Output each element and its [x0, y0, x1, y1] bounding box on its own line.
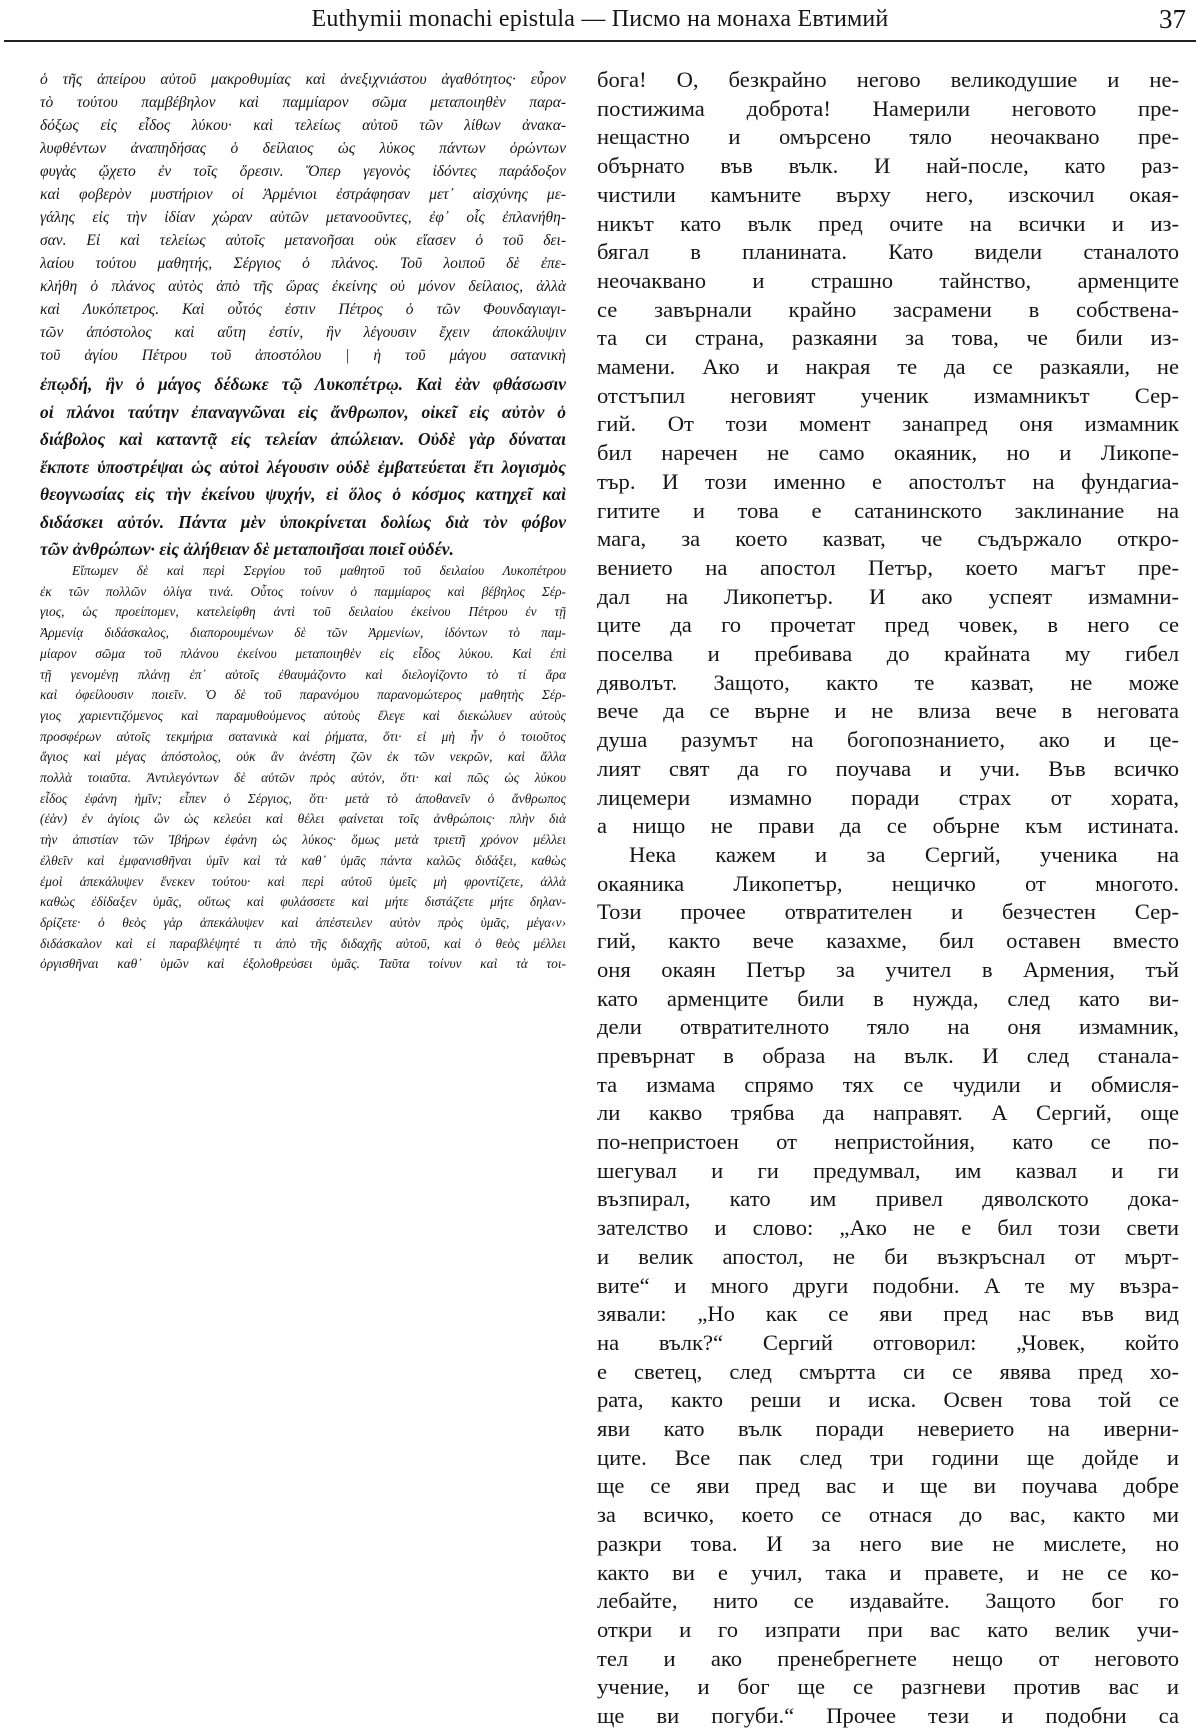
bulgarian-text-line: зявали: „Но как се яви пред нас във вид — [597, 1301, 1179, 1327]
bulgarian-text-line: душа разумът на богопознанието, ако и це- — [597, 727, 1179, 753]
greek-text-line: ὁ τῆς ἀπείρου αὐτοῦ μακροθυμίας καὶ ἀνεξιχνιάστου ἀγαθότητος· εὗρον — [40, 71, 566, 88]
bulgarian-text-line: ли какво трябва да направят. А Сергий, още — [597, 1100, 1179, 1126]
bulgarian-text-line: обърнато във вълк. И най-после, като раз- — [597, 153, 1179, 179]
bulgarian-text-line: та си страна, разкаяни за това, че били из- — [597, 325, 1179, 351]
bulgarian-text-line: като арменците били в нужда, след като ви- — [597, 985, 1179, 1011]
running-title: Euthymii monachi epistula — Писмо на монаха Евтимий — [311, 6, 889, 32]
page-number: 37 — [1159, 4, 1186, 34]
greek-text-line: καὶ Λυκόπετρος. Καὶ οὗτός ἐστιν Πέτρος ὁ τῶν Φουνδαγιαγι- — [40, 301, 566, 318]
bulgarian-text-line: дал на Ликопетър. И ако успеят измамни- — [597, 583, 1179, 609]
greek-text-line: φυγὰς ᾤχετο ἐν τοῖς ὄρεσιν. Ὅπερ γεγονὸς ἰδόντες παράδοξον — [40, 163, 566, 180]
greek-text-line: διάβολος καὶ καταντᾷ εἰς τελείαν ἀπώλειαν. Οὐδὲ γὰρ δύναται — [40, 429, 566, 449]
bulgarian-text-line: ще се яви пред вас и ще ви поучава добре — [597, 1473, 1179, 1499]
bulgarian-text-line: мага, за което казват, че съдържало откро- — [597, 526, 1179, 552]
greek-text-line: θεογνωσίας εἰς τὴν ἐκείνου ψυχήν, εἰ ὅλος ὁ κόσμος κατηχεῖ καὶ — [40, 484, 566, 504]
greek-text-line: δρίζετε· ὁ θεὸς γὰρ ἀπεκάλυψεν καὶ ἀπέστειλεν αὐτὸν πρὸς ὑμᾶς, μέγα‹ν› — [40, 914, 566, 930]
bulgarian-text-line: вението на апостол Петър, което магът пре- — [597, 554, 1179, 580]
bulgarian-text-line: тел и ако пренебрегнете нещо от неговото — [597, 1645, 1179, 1671]
greek-text-line: τῇ γενομένῃ πλάνῃ ἐπ᾽ αὐτοῖς ἐθαυμάζοντο καὶ διελογίζοντο τὸ τί ἄρα — [40, 666, 566, 682]
bulgarian-text-line: никът като вълк пред очите на всички и из- — [597, 210, 1179, 236]
greek-text-line: γιος χαριεντιζόμενος καὶ παραμυθούμενος αὐτοὺς ἔλεγε καὶ διεκώλυεν αὐτοὺς — [40, 707, 566, 723]
bulgarian-text-line: бягал в планината. Като видели станалото — [597, 239, 1179, 265]
bulgarian-text-line: рата, както реши и иска. Освен това той се — [597, 1387, 1179, 1413]
bulgarian-text-line: тър. И този именно е апостолът на фундагиа- — [597, 468, 1179, 494]
bulgarian-text-line: се завърнали крайно засрамени в собствена- — [597, 296, 1179, 322]
bulgarian-text-line: както ви е учил, така и правете, и не се ко- — [597, 1559, 1179, 1585]
bulgarian-text-line: поселва и пребивава до крайната му гибел — [597, 641, 1179, 667]
bulgarian-text-line: вите“ и много други подобни. А те му възра- — [597, 1272, 1179, 1298]
bulgarian-text-line: за всичко, което се отнася до вас, както ми — [597, 1502, 1179, 1528]
greek-text-line: τὸ τούτου παμβέβηλον καὶ παμμίαρον σῶμα μεταποιηθὲν παρα- — [40, 94, 566, 111]
bulgarian-text-line: ците. Все пак след три години ще дойде и — [597, 1444, 1179, 1470]
greek-text-line: λυφθέντων ἀναπηδήσας ὁ δείλαιος ὡς λύκος πάντων ὁρώντων — [40, 140, 566, 157]
bulgarian-text-line: гитите и това е сатанинското заклинание на — [597, 497, 1179, 523]
greek-text-line: ἐπῳδή, ἣν ὁ μάγος δέδωκε τῷ Λυκοπέτρῳ. Καὶ ἐὰν φθάσωσιν — [40, 374, 566, 394]
bulgarian-text-line: Нека кажем и за Сергий, ученика на — [629, 841, 1179, 867]
bulgarian-text-line: превърнат в образа на вълк. И след станала- — [597, 1042, 1179, 1068]
greek-text-line: ἅγιος καὶ μέγας ἀπόστολος, οὐκ ἂν ἀνέστη ζῶν ἐκ τῶν νεκρῶν, καὶ ἄλλα — [40, 749, 566, 765]
bulgarian-text-line: шегувал и ги предумвал, им казвал и ги — [597, 1157, 1179, 1183]
greek-text-line: ἐκ τῶν πολλῶν ὀλίγα τινά. Οὗτος τοίνυν ὁ παμμίαρος καὶ βέβηλος Σέρ- — [40, 583, 566, 599]
bulgarian-text-line: дяволът. Защото, както те казват, не може — [597, 669, 1179, 695]
bulgarian-text-line: бил наречен не само окаяник, но и Ликопе- — [597, 440, 1179, 466]
greek-text-line: καθὼς ἐδίδαξεν ὑμᾶς, οὕτως καὶ φυλάσσετε καὶ μήτε διστάζετε μήτε δηλαν- — [40, 894, 566, 910]
bulgarian-text-line: отстъпил неговият ученик измамникът Сер- — [597, 382, 1179, 408]
greek-text-line: σαν. Εἰ καὶ τελείως αὐτοῖς μετανοῆσαι οὐκ εἴασεν ὁ τοῦ δει- — [40, 232, 566, 249]
header-rule — [4, 40, 1196, 42]
bulgarian-text-line: гий, както вече казахме, бил оставен вместо — [597, 928, 1179, 954]
greek-text-block-main — [40, 68, 566, 367]
bulgarian-text-line: окаяника Ликопетър, нещичко от многото. — [597, 870, 1179, 896]
greek-text-line: καὶ ὀφείλουσιν ποιεῖν. Ὁ δὲ τοῦ παρανόμου παρανομώτερος μαθητὴς Σέρ- — [40, 687, 566, 703]
greek-text-line: Ἀρμενίᾳ διδάσκαλος, διαπορουμένων δὲ τῶν Ἀρμενίων, ἰδόντων τὸ παμ- — [40, 625, 566, 641]
bulgarian-text-line: нещастно и омърсено тяло неочаквано пре- — [597, 124, 1179, 150]
bulgarian-text-line: по-непристоен от непристойния, като се по- — [597, 1129, 1179, 1155]
greek-text-line: δόξως εἰς εἶδος λύκου· καὶ τελείως αὐτοῦ τῶν λίθων ἀνακα- — [40, 117, 566, 134]
bulgarian-text-line: ще ви погуби.“ Прочее тези и подобни са — [597, 1703, 1179, 1729]
bulgarian-text-line: лицемери измамно поради страх от хората, — [597, 784, 1179, 810]
greek-text-line: διδάσκει αὐτόν. Πάντα μὲν ὑποκρίνεται δολίως διὰ τὸν φόβον — [40, 511, 566, 532]
bulgarian-text-line: а нищо не прави да се обърне към истината. — [597, 813, 1179, 839]
bulgarian-text-line: на вълк?“ Сергий отговорил: „Човек, който — [597, 1329, 1179, 1355]
bulgarian-text-line: постижима доброта! Намерили неговото пре- — [597, 95, 1179, 121]
running-header — [0, 2, 1200, 38]
bulgarian-text-line: чистили камъните върху него, изскочил окая- — [597, 181, 1179, 207]
greek-text-line: πολλὰ τοιαῦτα. Ἀντιλεγόντων δὲ αὐτῶν πρὸς αὐτόν, ὅτι· καὶ πῶς ὡς λύκου — [40, 770, 566, 786]
greek-text-line: οἱ πλάνοι ταύτην ἐπαναγνῶναι εἰς ἄνθρωπον, οἰκεῖ εἰς αὐτὸν ὁ — [40, 401, 566, 422]
greek-text-line: Εἴπωμεν δὲ καὶ περὶ Σεργίου τοῦ μαθητοῦ τοῦ δειλαίου Λυκοπέτρου — [72, 563, 566, 578]
bulgarian-text-line: та измама спрямо тях се чудили и обмисля- — [597, 1071, 1179, 1097]
bulgarian-text-line: е светец, след смъртта си се явява пред хо- — [597, 1358, 1179, 1384]
bulgarian-text-line: зателство и слово: „Ако не е бил този свети — [597, 1215, 1179, 1241]
greek-text-line: εἶδος ἐφάνη ἡμῖν; εἶπεν ὁ Σέργιος, ὅτι· μετὰ τὸ ἀποθανεῖν ὁ ἄνθρωπος — [40, 790, 566, 806]
bulgarian-translation-column — [597, 66, 1179, 1731]
greek-text-line: ἐλθεῖν καὶ ἐμφανισθῆναι ὑμῖν καὶ τὰ καθ᾽ ὑμᾶς πάντα καλῶς διδάξει, καθὼς — [40, 852, 566, 868]
bulgarian-text-line: възпирал, като им привел дяволското дока- — [597, 1186, 1179, 1212]
greek-text-line: μίαρον σῶμα τοῦ πλάνου ἐκείνου μεταποιηθὲν εἰς εἶδος λύκου. Καὶ ἐπὶ — [40, 645, 566, 661]
greek-text-line: καὶ φοβερὸν μυστήριον οἱ Ἀρμένιοι ἐστράφησαν μετ᾽ αἰσχύνης με- — [40, 186, 566, 203]
greek-text-line: (ἐὰν) ἐν ἁγίοις ὢν ὡς κελεύει καὶ θέλει φαίνεται τοῖς ἀνθρώποις· πλὴν διὰ — [40, 811, 566, 827]
greek-text-block-small — [40, 561, 566, 975]
greek-text-line: τὴν ἀπιστίαν τῶν Ἰβήρων ἐφάνη ὡς λύκος· ὅμως μετὰ τριετῆ χρόνον μέλλει — [40, 832, 566, 848]
greek-text-line: προσφέρων αὐτοῖς τεκμήρια σατανικὰ καὶ ῥήματα, ὅτι· εἰ μὴ ἦν ὁ τοιοῦτος — [40, 728, 566, 744]
bulgarian-text-line: дели отвратителното тяло на оня измамник, — [597, 1014, 1179, 1040]
bulgarian-text-line: ците да го прочетат пред човек, в него се — [597, 612, 1179, 638]
bulgarian-text-line: Този прочее отвратителен и безчестен Сер- — [597, 899, 1179, 925]
greek-text-line: ἐμοὶ ἀπεκάλυψεν ἕνεκεν τούτου· καὶ περὶ αὐτοῦ ὑμεῖς μὴ φροντίζετε, ἀλλὰ — [40, 873, 566, 889]
bulgarian-text-line: и велик апостол, не би възкръснал от мърт- — [597, 1243, 1179, 1269]
bulgarian-text-line: оня окаян Петър за учител в Армения, тъй — [597, 956, 1179, 982]
greek-text-line: τοῦ ἁγίου Πέτρου τοῦ ἀποστόλου | ἡ τοῦ μάγου σατανικὴ — [40, 347, 566, 364]
bulgarian-text-line: разкри това. И за него вие не мислете, но — [597, 1530, 1179, 1556]
greek-text-line: ὀργισθῆναι καθ᾽ ὑμῶν καὶ ἐξολοθρεύσει ὑμᾶς. Ταῦτα τοίνυν καὶ τὰ τοι- — [40, 956, 566, 972]
greek-text-line: γάλης εἰς τὴν ἰδίαν χώραν αὐτῶν μετανοοῦντες, ἐφ᾽ οἷς ἐπλανήθη- — [40, 209, 566, 226]
bulgarian-text-line: гий. От този момент занапред оня измамник — [597, 411, 1179, 437]
bulgarian-text-line: бога! О, безкрайно негово великодушие и не- — [597, 67, 1179, 92]
bulgarian-text-line: мамени. Ако и накрая те да се разкаяли, не — [597, 354, 1179, 380]
greek-text-line: γιος, ὡς προείπομεν, κατελείφθη ἀντὶ τοῦ δειλαίου ἐκείνου Πέτρου ἐν τῇ — [40, 604, 566, 620]
greek-text-line: τῶν ἀνθρώπων· εἰς ἀλήθειαν δὲ μεταποιῆσαι ποιεῖ οὐδέν. — [40, 539, 454, 559]
greek-text-line: διδάσκαλον καὶ εἰ παραβλέψητέ τι ἀπὸ τῆς διδαχῆς αὐτοῦ, καὶ ὁ θεὸς μέλλει — [40, 935, 566, 951]
bulgarian-text-line: неочаквано и страшно тайнство, арменците — [597, 267, 1179, 293]
bulgarian-text-line: яви като вълк поради неверието на иверни- — [597, 1416, 1179, 1442]
greek-text-line: ἔκποτε ὑποστρέψαι ὡς αὐτοὶ λέγουσιν οὐδὲ ἐμβατεύεται ἔτι λογισμὸς — [40, 456, 566, 477]
bulgarian-text-line: учение, и бог ще се разгневи против вас и — [597, 1674, 1179, 1700]
bulgarian-text-line: лият свят да го поучава и учи. Във всичко — [597, 755, 1179, 781]
greek-text-line: τῶν ἀπόστολος καὶ αὕτη ἐστίν, ἣν λέγουσιν ἔχειν ἀποκάλυψιν — [40, 324, 566, 341]
bulgarian-text-line: вече да се върне и не влиза вече в неговата — [597, 698, 1179, 724]
greek-text-line: λαίου τούτου μαθητής, Σέργιος ὁ πλάνος. Τοῦ λοιποῦ δὲ ἐπε- — [40, 255, 566, 272]
greek-text-line: κλήθη ὁ πλάνος αὐτὸς ἀπὸ τῆς ὥρας ἐκείνης οὐ μόνον δείλαιος, ἀλλὰ — [40, 278, 566, 295]
bulgarian-text-line: лебайте, нито се издавайте. Защото бог го — [597, 1588, 1179, 1614]
greek-text-block-bold — [40, 371, 566, 564]
bulgarian-text-line: откри и го изпрати при вас като велик учи- — [597, 1616, 1179, 1642]
